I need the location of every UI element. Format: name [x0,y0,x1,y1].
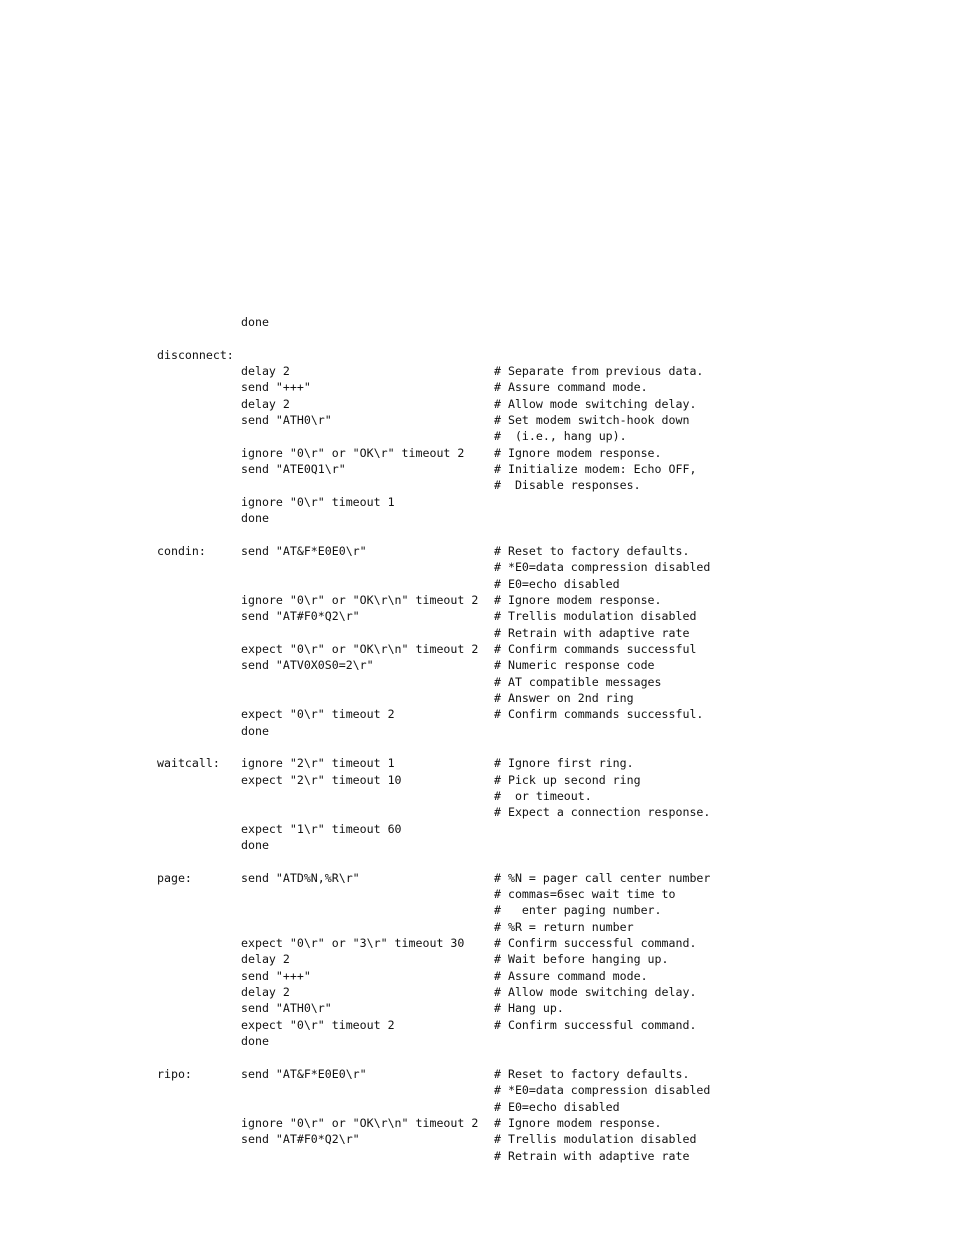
code-line [0,1131,954,1147]
comment-text: # Confirm commands successful [494,641,697,656]
code-line [0,559,954,575]
code-line [0,1000,954,1016]
code-line [0,935,954,951]
comment-text: # Allow mode switching delay. [494,985,697,1000]
code-listing [0,314,954,1164]
code-line [0,494,954,510]
command-text: send "+++" [241,380,311,395]
code-line [0,347,954,363]
code-line [0,379,954,395]
command-text: done [241,838,269,852]
command-text: send "AT#F0*Q2\r" [241,609,360,624]
command-text: done [241,511,269,526]
comment-text: # Assure command mode. [494,380,648,395]
comment-text: # E0=echo disabled [494,1099,620,1114]
code-line [0,1082,954,1098]
code-line [0,543,954,559]
code-line [0,608,954,624]
section-label: page: [157,870,192,885]
command-text: ignore "0\r" or "OK\r" timeout 2 [241,445,465,460]
comment-text: # Expect a connection response. [494,805,711,820]
code-line [0,1049,954,1065]
comment-text: # Pick up second ring [494,772,641,787]
code-line [0,919,954,935]
comment-text: # *E0=data compression disabled [494,560,711,575]
command-text: ignore "2\r" timeout 1 [241,756,395,771]
command-text: expect "2\r" timeout 10 [241,772,402,787]
code-line [0,510,954,526]
code-line [0,1017,954,1033]
code-line [0,984,954,1000]
code-line [0,526,954,542]
comment-text: # Retrain with adaptive rate [494,1148,690,1163]
comment-text: # Ignore first ring. [494,756,634,771]
command-text: send "AT#F0*Q2\r" [241,1132,360,1147]
comment-text: # Allow mode switching delay. [494,396,697,411]
code-line [0,690,954,706]
command-text: done [241,723,269,738]
command-text: send "ATV0X0S0=2\r" [241,658,374,673]
section-label: disconnect: [157,347,234,362]
comment-text: # Assure command mode. [494,968,648,983]
comment-text: # Reset to factory defaults. [494,1066,690,1081]
command-text: done [241,1034,269,1049]
code-line [0,853,954,869]
comment-text: # Confirm successful command. [494,936,697,951]
command-text: send "ATH0\r" [241,413,332,428]
comment-text: # Trellis modulation disabled [494,609,697,624]
code-line [0,674,954,690]
section-label: waitcall: [157,756,220,771]
comment-text: # (i.e., hang up). [494,429,627,444]
command-text: expect "0\r" timeout 2 [241,707,395,722]
comment-text: # Separate from previous data. [494,364,704,379]
comment-text: # Reset to factory defaults. [494,543,690,558]
code-line [0,363,954,379]
code-line [0,1033,954,1049]
code-line [0,772,954,788]
comment-text: # Ignore modem response. [494,445,662,460]
code-line [0,576,954,592]
code-line [0,625,954,641]
code-line [0,1066,954,1082]
code-line [0,657,954,673]
command-text: send "ATH0\r" [241,1001,332,1016]
command-text: send "+++" [241,968,311,983]
code-line [0,706,954,722]
code-line [0,755,954,771]
command-text: expect "1\r" timeout 60 [241,821,402,836]
command-text: delay 2 [241,396,290,411]
command-text: expect "0\r" or "3\r" timeout 30 [241,936,465,951]
comment-text: # %N = pager call center number [494,870,711,885]
code-line [0,412,954,428]
code-line [0,445,954,461]
code-line [0,1148,954,1164]
section-label: ripo: [157,1066,192,1081]
command-text: delay 2 [241,985,290,1000]
comment-text: # Trellis modulation disabled [494,1132,697,1147]
code-line [0,477,954,493]
code-line [0,837,954,853]
command-text: delay 2 [241,364,290,379]
code-line [0,330,954,346]
code-line [0,968,954,984]
comment-text: # Ignore modem response. [494,1115,662,1130]
command-text: expect "0\r" timeout 2 [241,1017,395,1032]
command-text: ignore "0\r" or "OK\r\n" timeout 2 [241,1115,479,1130]
command-text: done [241,315,269,329]
code-line [0,821,954,837]
code-line [0,723,954,739]
code-line [0,886,954,902]
section-label: condin: [157,543,206,558]
comment-text: # Ignore modem response. [494,592,662,607]
comment-text: # Wait before hanging up. [494,952,669,967]
code-line [0,739,954,755]
command-text: delay 2 [241,952,290,967]
comment-text: # *E0=data compression disabled [494,1083,711,1098]
code-line [0,428,954,444]
command-text: send "AT&F*E0E0\r" [241,543,367,558]
code-line [0,1099,954,1115]
comment-text: # commas=6sec wait time to [494,887,676,902]
comment-text: # Confirm commands successful. [494,707,704,722]
command-text: send "ATD%N,%R\r" [241,870,360,885]
comment-text: # Confirm successful command. [494,1017,697,1032]
comment-text: # Answer on 2nd ring [494,690,634,705]
command-text: ignore "0\r" or "OK\r\n" timeout 2 [241,592,479,607]
code-line [0,461,954,477]
code-line [0,314,954,330]
comment-text: # Initialize modem: Echo OFF, [494,462,697,477]
command-text: expect "0\r" or "OK\r\n" timeout 2 [241,641,479,656]
command-text: ignore "0\r" timeout 1 [241,494,395,509]
code-line [0,1115,954,1131]
code-line [0,788,954,804]
code-line [0,902,954,918]
comment-text: # Numeric response code [494,658,655,673]
comment-text: # Retrain with adaptive rate [494,625,690,640]
command-text: send "ATE0Q1\r" [241,462,346,477]
comment-text: # %R = return number [494,919,634,934]
code-line [0,870,954,886]
code-line [0,592,954,608]
comment-text: # enter paging number. [494,903,662,918]
code-line [0,804,954,820]
code-line [0,641,954,657]
comment-text: # or timeout. [494,788,592,803]
comment-text: # Set modem switch-hook down [494,413,690,428]
comment-text: # Disable responses. [494,478,641,493]
comment-text: # AT compatible messages [494,674,662,689]
comment-text: # Hang up. [494,1001,564,1016]
code-line [0,951,954,967]
code-line [0,396,954,412]
comment-text: # E0=echo disabled [494,576,620,591]
command-text: send "AT&F*E0E0\r" [241,1066,367,1081]
